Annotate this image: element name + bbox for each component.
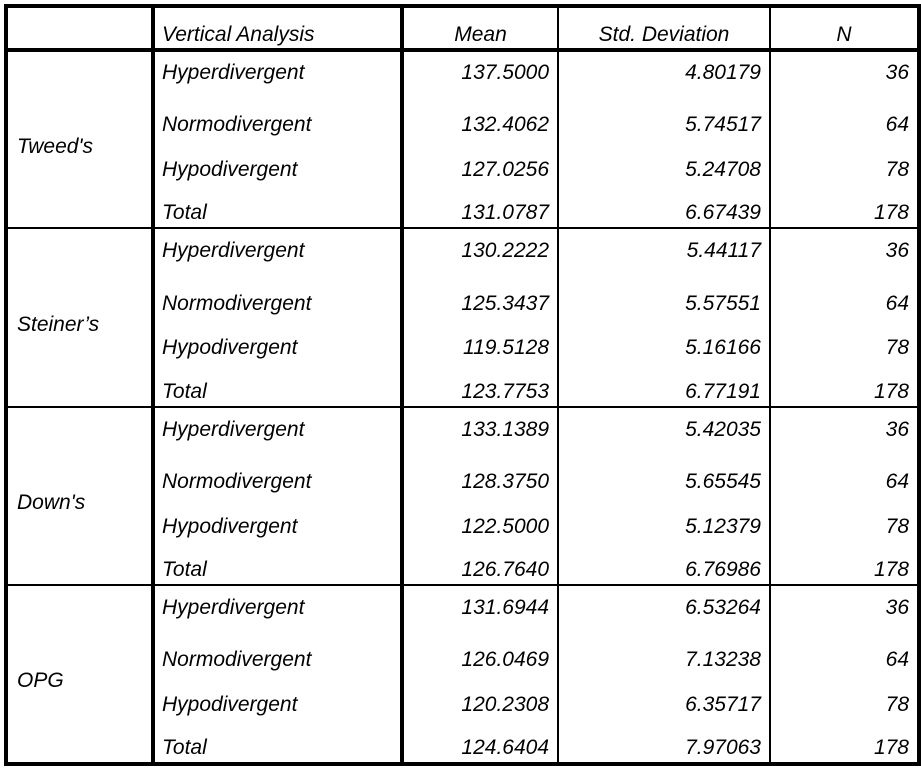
std-deviation-cell: 5.74517 [558,95,770,140]
mean-cell: 124.6404 [402,719,558,764]
std-deviation-cell: 6.77191 [558,362,770,407]
mean-cell: 133.1389 [402,407,558,452]
vertical-analysis-cell: Hyperdivergent [153,407,402,452]
std-deviation-cell: 7.97063 [558,719,770,764]
vertical-analysis-cell: Total [153,184,402,229]
n-cell: 36 [770,585,919,630]
mean-cell: 125.3437 [402,273,558,318]
table-row [6,50,919,95]
table-body [6,50,919,764]
method-label: Tweed's [6,50,153,228]
mean-cell: 130.2222 [402,228,558,273]
vertical-analysis-cell: Hyperdivergent [153,228,402,273]
table-header [6,6,919,50]
vertical-analysis-cell: Hypodivergent [153,674,402,719]
method-label: Steiner’s [6,228,153,406]
std-deviation-cell: 6.76986 [558,541,770,586]
mean-cell: 128.3750 [402,451,558,496]
mean-cell: 120.2308 [402,674,558,719]
header-std-deviation: Std. Deviation [558,6,770,50]
table-row [6,585,919,630]
n-cell: 36 [770,407,919,452]
vertical-analysis-cell: Total [153,362,402,407]
mean-cell: 122.5000 [402,496,558,541]
n-cell: 64 [770,630,919,675]
mean-cell: 137.5000 [402,50,558,95]
n-cell: 64 [770,95,919,140]
n-cell: 178 [770,719,919,764]
header-row [6,6,919,50]
header-mean: Mean [402,6,558,50]
n-cell: 178 [770,362,919,407]
std-deviation-cell: 5.65545 [558,451,770,496]
std-deviation-cell: 6.35717 [558,674,770,719]
std-deviation-cell: 5.44117 [558,228,770,273]
method-label: Down's [6,407,153,585]
std-deviation-cell: 7.13238 [558,630,770,675]
n-cell: 78 [770,674,919,719]
n-cell: 64 [770,451,919,496]
n-cell: 178 [770,184,919,229]
std-deviation-cell: 5.42035 [558,407,770,452]
vertical-analysis-cell: Hypodivergent [153,139,402,184]
vertical-analysis-cell: Hypodivergent [153,496,402,541]
table-row [6,228,919,273]
std-deviation-cell: 5.24708 [558,139,770,184]
header-method [6,6,153,50]
mean-cell: 131.6944 [402,585,558,630]
header-vertical-analysis: Vertical Analysis [153,6,402,50]
std-deviation-cell: 6.53264 [558,585,770,630]
vertical-analysis-cell: Hyperdivergent [153,50,402,95]
std-deviation-cell: 5.16166 [558,318,770,363]
n-cell: 78 [770,139,919,184]
mean-cell: 127.0256 [402,139,558,184]
vertical-analysis-cell: Hypodivergent [153,318,402,363]
vertical-analysis-cell: Normodivergent [153,273,402,318]
vertical-analysis-cell: Normodivergent [153,95,402,140]
n-cell: 36 [770,50,919,95]
vertical-analysis-cell: Total [153,719,402,764]
n-cell: 64 [770,273,919,318]
mean-cell: 132.4062 [402,95,558,140]
n-cell: 178 [770,541,919,586]
std-deviation-cell: 6.67439 [558,184,770,229]
method-label: OPG [6,585,153,763]
descriptive-statistics-table [4,4,921,766]
mean-cell: 126.0469 [402,630,558,675]
vertical-analysis-cell: Normodivergent [153,451,402,496]
std-deviation-cell: 5.12379 [558,496,770,541]
mean-cell: 123.7753 [402,362,558,407]
mean-cell: 131.0787 [402,184,558,229]
n-cell: 78 [770,496,919,541]
mean-cell: 119.5128 [402,318,558,363]
header-n: N [770,6,919,50]
vertical-analysis-cell: Total [153,541,402,586]
std-deviation-cell: 4.80179 [558,50,770,95]
n-cell: 36 [770,228,919,273]
vertical-analysis-cell: Normodivergent [153,630,402,675]
table-row [6,407,919,452]
n-cell: 78 [770,318,919,363]
mean-cell: 126.7640 [402,541,558,586]
std-deviation-cell: 5.57551 [558,273,770,318]
vertical-analysis-cell: Hyperdivergent [153,585,402,630]
